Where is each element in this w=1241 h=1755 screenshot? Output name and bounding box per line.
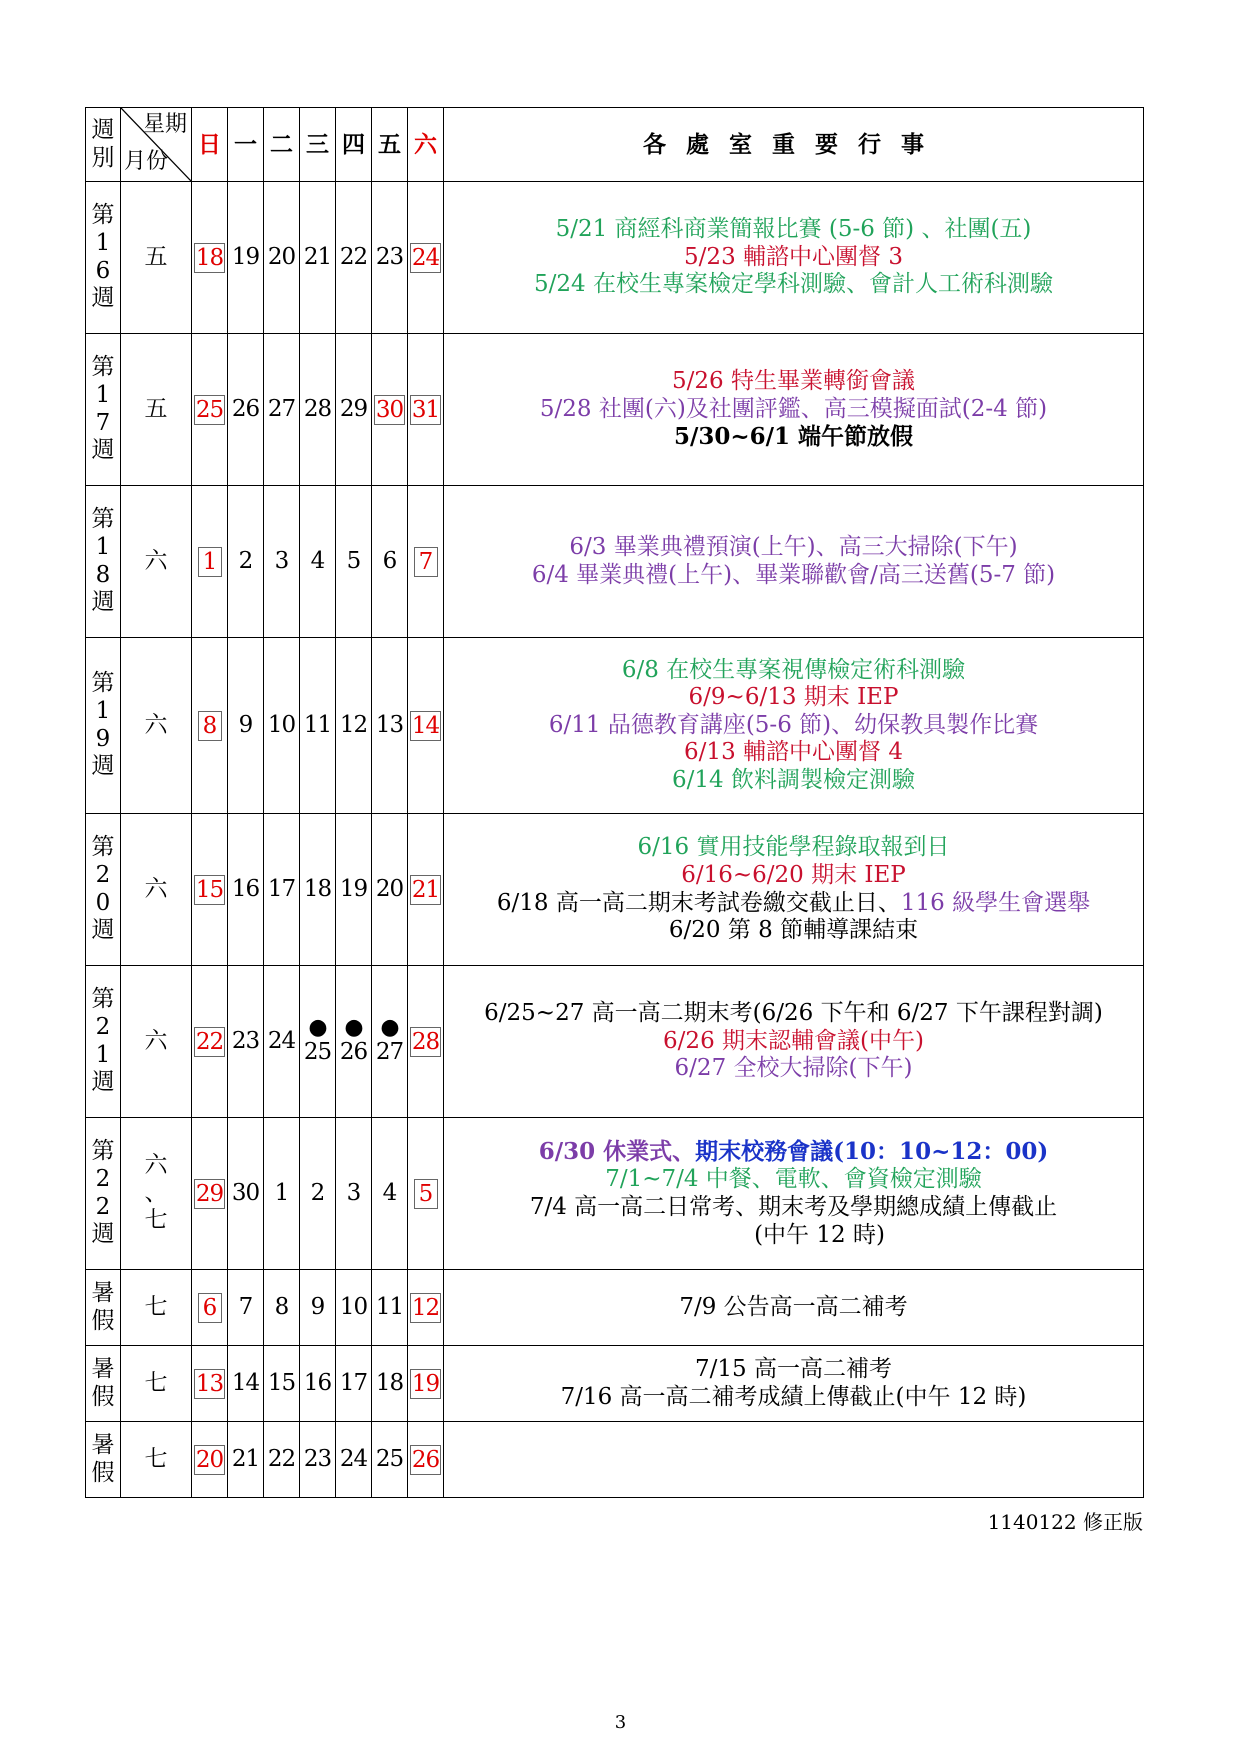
month-char: 六 <box>144 711 168 738</box>
week-label-char: 週 <box>91 589 115 616</box>
date-number: 11 <box>303 711 332 738</box>
week-header-char: 別 <box>91 144 115 171</box>
day-cell <box>192 814 228 966</box>
events-cell <box>444 334 1144 486</box>
week-label-char: 暑 <box>91 1279 115 1306</box>
day-cell <box>336 966 372 1118</box>
day-cell <box>336 1118 372 1270</box>
day-cell <box>372 814 408 966</box>
month-char: 七 <box>144 1293 168 1320</box>
holiday-date: 28 <box>411 1028 440 1055</box>
weekday-label: 星期 <box>142 112 187 137</box>
day-cell <box>300 486 336 638</box>
event-line: 6/20 第 8 節輔導課結束 <box>668 917 919 944</box>
week-row <box>86 1118 1144 1270</box>
week-row <box>86 1270 1144 1346</box>
day-cell <box>372 966 408 1118</box>
date-number: 20 <box>267 243 296 270</box>
day-cell <box>264 1422 300 1498</box>
day-cell <box>264 182 300 334</box>
day-cell <box>408 814 444 966</box>
date-number: 10 <box>339 1293 368 1320</box>
event-line: 7/9 公告高一高二補考 <box>679 1293 908 1320</box>
week-label-char: 1 <box>95 1041 111 1068</box>
day-cell <box>192 182 228 334</box>
event-line: 6/25~27 高一高二期末考(6/26 下午和 6/27 下午課程對調) <box>484 1000 1103 1027</box>
events-header: 各處室重要行事 <box>444 108 1144 182</box>
event-line: 7/15 高一高二補考 <box>695 1355 892 1382</box>
weekday-fri: 五 <box>372 108 408 182</box>
day-cell <box>192 1422 228 1498</box>
events-cell <box>444 1270 1144 1346</box>
date-number: 23 <box>303 1445 332 1472</box>
event-line: 6/27 全校大掃除(下午) <box>674 1055 913 1082</box>
date-number: 6 <box>382 547 397 574</box>
month-cell <box>121 1422 192 1498</box>
date-number: 25 <box>375 1445 404 1472</box>
week-label-char: 假 <box>91 1383 115 1410</box>
week-header-cell <box>86 108 121 182</box>
month-char: 、 <box>144 1179 168 1206</box>
event-line: 6/3 畢業典禮預演(上午)、高三大掃除(下午) <box>569 533 1018 560</box>
holiday-date: 13 <box>195 1370 224 1397</box>
events-cell <box>444 814 1144 966</box>
week-label-char: 8 <box>95 561 111 588</box>
day-cell <box>336 1346 372 1422</box>
date-number: 24 <box>267 1027 296 1054</box>
day-cell <box>300 1270 336 1346</box>
month-char: 五 <box>144 395 168 422</box>
day-cell <box>228 1346 264 1422</box>
week-label-char: 假 <box>91 1459 115 1486</box>
holiday-date: 20 <box>195 1446 224 1473</box>
day-cell <box>300 334 336 486</box>
event-line: 6/11 品德教育講座(5-6 節)、幼保教具製作比賽 <box>548 711 1039 738</box>
date-number: 16 <box>303 1369 332 1396</box>
event-line: 6/14 飲料調製檢定測驗 <box>672 766 915 793</box>
date-number: 16 <box>231 875 260 902</box>
date-number: 14 <box>231 1369 260 1396</box>
day-cell <box>192 486 228 638</box>
week-label-cell <box>86 1270 121 1346</box>
week-label-cell <box>86 182 121 334</box>
week-row <box>86 1422 1144 1498</box>
date-number: 23 <box>375 243 404 270</box>
date-number: 26 <box>231 395 260 422</box>
day-cell <box>336 486 372 638</box>
weekday-sun: 日 <box>192 108 228 182</box>
events-cell <box>444 486 1144 638</box>
month-char: 七 <box>144 1207 168 1234</box>
date-number: 8 <box>274 1293 289 1320</box>
day-cell <box>408 1270 444 1346</box>
week-label-char: 週 <box>91 285 115 312</box>
week-label-cell <box>86 1346 121 1422</box>
event-text-part: 6/30 休業式、 <box>538 1137 696 1165</box>
week-label-cell <box>86 334 121 486</box>
date-number: 29 <box>339 395 368 422</box>
holiday-date: 22 <box>195 1028 224 1055</box>
day-cell <box>408 1118 444 1270</box>
week-label-char: 0 <box>95 889 111 916</box>
month-cell <box>121 1270 192 1346</box>
week-label-cell <box>86 1422 121 1498</box>
holiday-date: 24 <box>411 244 440 271</box>
weekday-month-header <box>121 108 192 182</box>
week-row <box>86 638 1144 814</box>
week-label-char: 6 <box>95 257 111 284</box>
date-number: 26 <box>339 1038 368 1065</box>
date-number: 13 <box>375 711 404 738</box>
day-cell <box>300 1422 336 1498</box>
event-line: 5/23 輔諮中心團督 3 <box>684 243 903 270</box>
event-line <box>444 890 1143 918</box>
event-line: 5/21 商經科商業簡報比賽 (5-6 節) 、社團(五) <box>555 216 1032 243</box>
day-cell <box>228 966 264 1118</box>
day-cell <box>264 966 300 1118</box>
day-cell <box>300 966 336 1118</box>
week-row <box>86 334 1144 486</box>
day-cell <box>372 1346 408 1422</box>
date-number: 17 <box>339 1369 368 1396</box>
date-number: 12 <box>339 711 368 738</box>
events-cell <box>444 1422 1144 1498</box>
month-char: 六 <box>144 875 168 902</box>
week-label-char: 9 <box>95 725 111 752</box>
week-label-char: 假 <box>91 1307 115 1334</box>
month-char: 五 <box>144 243 168 270</box>
day-cell <box>336 1422 372 1498</box>
day-cell <box>228 486 264 638</box>
day-cell <box>264 814 300 966</box>
date-number: 21 <box>303 243 332 270</box>
holiday-date: 18 <box>195 244 224 271</box>
day-cell <box>228 1118 264 1270</box>
day-cell <box>336 1270 372 1346</box>
revision-note: 1140122 修正版 <box>987 1510 1143 1534</box>
date-number: 21 <box>231 1445 260 1472</box>
day-cell <box>264 1118 300 1270</box>
date-number: 28 <box>303 395 332 422</box>
date-number: 4 <box>310 547 325 574</box>
day-cell <box>228 334 264 486</box>
holiday-date: 19 <box>411 1370 440 1397</box>
holiday-date: 29 <box>195 1180 224 1207</box>
day-cell <box>228 182 264 334</box>
holiday-date: 14 <box>411 712 440 739</box>
event-line: 7/16 高一高二補考成績上傳截止(中午 12 時) <box>560 1383 1027 1410</box>
week-label-cell <box>86 966 121 1118</box>
holiday-date: 7 <box>414 547 438 577</box>
week-label-cell <box>86 814 121 966</box>
week-label-char: 1 <box>95 229 111 256</box>
date-number: 20 <box>375 875 404 902</box>
page-number: 3 <box>614 1712 627 1733</box>
weekday-wed: 三 <box>300 108 336 182</box>
day-cell <box>336 814 372 966</box>
event-line <box>444 1138 1143 1167</box>
date-number: 27 <box>375 1038 404 1065</box>
day-cell <box>192 638 228 814</box>
date-number: 24 <box>339 1445 368 1472</box>
date-number: 9 <box>310 1293 325 1320</box>
month-cell <box>121 1346 192 1422</box>
event-line: 5/30~6/1 端午節放假 <box>673 423 914 451</box>
week-label-char: 第 <box>91 986 115 1013</box>
day-cell <box>192 966 228 1118</box>
day-cell <box>408 638 444 814</box>
day-cell <box>192 1270 228 1346</box>
day-cell <box>372 638 408 814</box>
day-cell <box>228 638 264 814</box>
month-char: 七 <box>144 1445 168 1472</box>
week-label-char: 第 <box>91 670 115 697</box>
week-row <box>86 486 1144 638</box>
day-cell <box>336 334 372 486</box>
date-number: 23 <box>231 1027 260 1054</box>
month-cell <box>121 814 192 966</box>
month-cell <box>121 1118 192 1270</box>
week-label-char: 1 <box>95 697 111 724</box>
day-cell <box>372 1118 408 1270</box>
week-row <box>86 182 1144 334</box>
day-cell <box>192 334 228 486</box>
day-cell <box>336 182 372 334</box>
event-line: 7/1~7/4 中餐、電軟、會資檢定測驗 <box>605 1166 982 1193</box>
month-cell <box>121 638 192 814</box>
date-number: 25 <box>303 1038 332 1065</box>
holiday-date: 26 <box>411 1446 440 1473</box>
month-cell <box>121 334 192 486</box>
day-cell <box>372 182 408 334</box>
exam-dot-icon: ● <box>308 1014 327 1040</box>
day-cell <box>408 966 444 1118</box>
week-label-char: 2 <box>95 1165 111 1192</box>
week-row <box>86 1346 1144 1422</box>
event-text-part: 期末校務會議(10：10~12：00) <box>695 1137 1049 1165</box>
event-line: 6/26 期末認輔會議(中午) <box>663 1027 924 1054</box>
event-line: 6/4 畢業典禮(上午)、畢業聯歡會/高三送舊(5-7 節) <box>531 561 1056 588</box>
month-cell <box>121 966 192 1118</box>
week-label-char: 第 <box>91 202 115 229</box>
holiday-date: 25 <box>195 396 224 423</box>
date-number: 15 <box>267 1369 296 1396</box>
week-header-char: 週 <box>91 116 115 143</box>
month-cell <box>121 182 192 334</box>
day-cell <box>228 1422 264 1498</box>
holiday-date: 15 <box>195 876 224 903</box>
week-row <box>86 814 1144 966</box>
week-label-char: 第 <box>91 506 115 533</box>
month-label: 月份 <box>124 148 169 174</box>
calendar-body <box>86 108 1144 1498</box>
week-label-char: 第 <box>91 1138 115 1165</box>
weekday-thu: 四 <box>336 108 372 182</box>
date-number: 5 <box>346 547 361 574</box>
holiday-date: 21 <box>411 876 440 903</box>
date-number: 27 <box>267 395 296 422</box>
date-number: 7 <box>238 1293 253 1320</box>
event-text-part: 116 級學生會選舉 <box>900 889 1091 916</box>
day-cell <box>192 1346 228 1422</box>
day-cell <box>300 638 336 814</box>
event-line: (中午 12 時) <box>754 1221 885 1248</box>
events-cell <box>444 638 1144 814</box>
event-line: 7/4 高一高二日常考、期末考及學期總成績上傳截止 <box>529 1194 1058 1220</box>
date-number: 2 <box>310 1179 325 1206</box>
exam-dot-icon: ● <box>344 1014 363 1040</box>
weekday-mon: 一 <box>228 108 264 182</box>
week-label-char: 1 <box>95 381 111 408</box>
events-cell <box>444 182 1144 334</box>
weekday-sat: 六 <box>408 108 444 182</box>
day-cell <box>300 182 336 334</box>
date-number: 10 <box>267 711 296 738</box>
day-cell <box>372 1422 408 1498</box>
day-cell <box>408 182 444 334</box>
holiday-date: 5 <box>414 1179 438 1209</box>
date-number: 4 <box>382 1179 397 1206</box>
day-cell <box>264 486 300 638</box>
month-char: 七 <box>144 1369 168 1396</box>
date-number: 2 <box>238 547 253 574</box>
holiday-date: 31 <box>411 396 440 423</box>
week-label-char: 第 <box>91 834 115 861</box>
school-calendar-table <box>85 107 1144 1498</box>
day-cell <box>408 1422 444 1498</box>
date-number: 3 <box>274 547 289 574</box>
date-number: 19 <box>231 243 260 270</box>
event-line: 6/16~6/20 期末 IEP <box>681 861 906 888</box>
week-label-char: 第 <box>91 354 115 381</box>
day-cell <box>300 1346 336 1422</box>
event-line: 6/13 輔諮中心團督 4 <box>684 739 903 766</box>
week-label-char: 7 <box>95 409 111 436</box>
day-cell <box>372 334 408 486</box>
event-line: 5/26 特生畢業轉銜會議 <box>672 368 915 395</box>
event-line: 6/8 在校生專案視傳檢定術科測驗 <box>621 656 966 683</box>
week-row <box>86 966 1144 1118</box>
holiday-date: 30 <box>375 396 404 423</box>
holiday-date: 8 <box>198 711 222 741</box>
day-cell <box>264 1346 300 1422</box>
date-number: 11 <box>375 1293 404 1320</box>
date-number: 3 <box>346 1179 361 1206</box>
week-label-cell <box>86 1118 121 1270</box>
holiday-date: 6 <box>198 1293 222 1323</box>
week-label-char: 2 <box>95 861 111 888</box>
events-cell <box>444 966 1144 1118</box>
event-line: 6/16 實用技能學程錄取報到日 <box>637 834 950 861</box>
day-cell <box>228 814 264 966</box>
month-char: 六 <box>144 1152 168 1179</box>
week-label-char: 週 <box>91 1069 115 1096</box>
week-label-cell <box>86 486 121 638</box>
weekday-tue: 二 <box>264 108 300 182</box>
week-label-char: 週 <box>91 437 115 464</box>
date-number: 18 <box>303 875 332 902</box>
holiday-date: 1 <box>198 547 222 577</box>
week-label-char: 週 <box>91 753 115 780</box>
week-label-char: 2 <box>95 1013 111 1040</box>
date-number: 1 <box>274 1179 289 1206</box>
event-line: 6/9~6/13 期末 IEP <box>688 684 899 711</box>
event-text-part: 6/18 高一高二期末考試卷繳交截止日、 <box>496 889 901 916</box>
day-cell <box>264 334 300 486</box>
day-cell <box>408 1346 444 1422</box>
month-char: 六 <box>144 547 168 574</box>
week-label-cell <box>86 638 121 814</box>
day-cell <box>192 1118 228 1270</box>
event-line: 5/24 在校生專案檢定學科測驗、會計人工術科測驗 <box>534 271 1053 298</box>
month-cell <box>121 486 192 638</box>
day-cell <box>372 486 408 638</box>
date-number: 17 <box>267 875 296 902</box>
day-cell <box>264 638 300 814</box>
day-cell <box>228 1270 264 1346</box>
day-cell <box>408 334 444 486</box>
exam-dot-icon: ● <box>380 1014 399 1040</box>
holiday-date: 12 <box>411 1294 440 1321</box>
date-number: 30 <box>231 1179 260 1206</box>
day-cell <box>372 1270 408 1346</box>
events-cell <box>444 1118 1144 1270</box>
week-label-char: 暑 <box>91 1431 115 1458</box>
events-cell <box>444 1346 1144 1422</box>
week-label-char: 週 <box>91 1221 115 1248</box>
day-cell <box>300 814 336 966</box>
day-cell <box>336 638 372 814</box>
event-line: 5/28 社團(六)及社團評鑑、高三模擬面試(2-4 節) <box>539 395 1048 422</box>
date-number: 22 <box>267 1445 296 1472</box>
date-number: 22 <box>339 243 368 270</box>
date-number: 19 <box>339 875 368 902</box>
day-cell <box>408 486 444 638</box>
week-label-char: 週 <box>91 917 115 944</box>
date-number: 9 <box>238 711 253 738</box>
week-label-char: 暑 <box>91 1355 115 1382</box>
month-char: 六 <box>144 1027 168 1054</box>
date-number: 18 <box>375 1369 404 1396</box>
week-label-char: 2 <box>95 1193 111 1220</box>
day-cell <box>264 1270 300 1346</box>
week-label-char: 1 <box>95 533 111 560</box>
day-cell <box>300 1118 336 1270</box>
header-row <box>86 108 1144 182</box>
